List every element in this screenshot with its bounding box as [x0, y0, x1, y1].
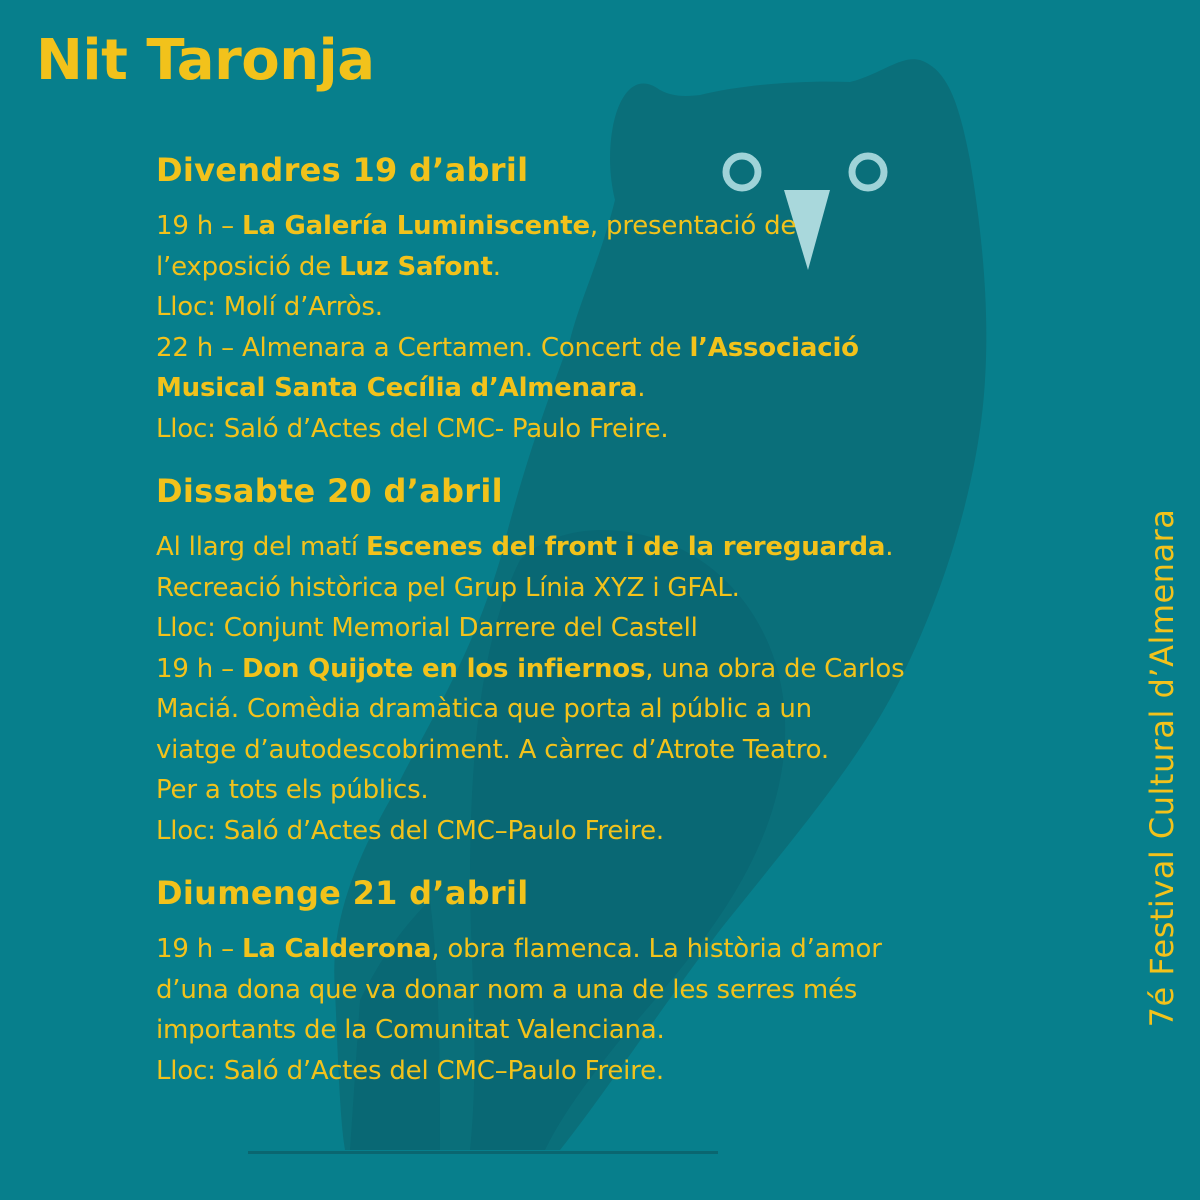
event-text: importants de la Comunitat Valenciana. [156, 1015, 665, 1045]
event-line [156, 247, 1056, 288]
day-block [156, 871, 1056, 1091]
program-list [156, 148, 1056, 1111]
page-title: Nit Taronja [36, 28, 375, 93]
event-text: Per a tots els públics. [156, 775, 429, 805]
event-line [156, 649, 1056, 690]
event-line [156, 811, 1056, 852]
event-text: Maciá. Comèdia dramàtica que porta al públic a un [156, 694, 812, 724]
event-text: Al llarg del matí [156, 532, 366, 562]
event-line [156, 287, 1056, 328]
ground-line [248, 1151, 718, 1154]
event-text: , obra flamenca. La història d’amor [431, 934, 882, 964]
event-highlight: La Galería Luminiscente [241, 211, 590, 241]
festival-label: 7é Festival Cultural d’Almenara [1143, 508, 1181, 1028]
event-line [156, 689, 1056, 730]
event-text: d’una dona que va donar nom a una de les serres més [156, 974, 858, 1005]
event-highlight: l’Associació [689, 332, 859, 363]
event-highlight: Escenes del front i de la rereguarda [366, 532, 886, 562]
event-text: Lloc: Saló d’Actes del CMC- Paulo Freire. [156, 413, 669, 444]
event-text: viatge d’autodescobriment. A càrrec d’Atrote Teatro. [156, 734, 829, 765]
event-text: 19 h – [156, 653, 242, 684]
day-block [156, 469, 1056, 851]
day-heading: Divendres 19 d’abril [156, 151, 529, 189]
event-highlight: La Calderona [241, 934, 432, 964]
event-text: , presentació de [589, 211, 797, 241]
event-line [156, 206, 1056, 247]
event-lines [156, 206, 1056, 449]
event-text: Recreació històrica pel Grup Línia XYZ i GFAL. [156, 572, 740, 603]
event-line [156, 328, 1056, 369]
day-heading: Dissabte 20 d’abril [156, 472, 503, 510]
day-heading: Diumenge 21 d’abril [156, 874, 529, 912]
event-text: . [885, 532, 894, 562]
event-text: Lloc: Saló d’Actes del CMC–Paulo Freire. [156, 815, 664, 846]
event-text: 22 h – Almenara a Certamen. Concert de [156, 332, 690, 363]
event-text: Lloc: Molí d’Arròs. [156, 292, 383, 322]
event-text: . [637, 373, 646, 403]
event-lines [156, 527, 1056, 851]
event-line [156, 1010, 1056, 1051]
event-line [156, 1051, 1056, 1092]
event-text: , una obra de Carlos [645, 653, 905, 684]
event-line [156, 730, 1056, 771]
event-line [156, 568, 1056, 609]
event-highlight: Don Quijote en los infiernos [241, 653, 646, 684]
event-line [156, 608, 1056, 649]
event-text: 19 h – [156, 211, 242, 241]
event-highlight: Musical Santa Cecília d’Almenara [156, 373, 638, 403]
day-block [156, 148, 1056, 449]
event-line [156, 929, 1056, 970]
event-lines [156, 929, 1056, 1091]
event-line [156, 970, 1056, 1011]
event-line [156, 770, 1056, 811]
event-highlight: Luz Safont [339, 251, 493, 282]
event-text: l’exposició de [156, 251, 340, 282]
event-text: . [492, 251, 501, 282]
event-line [156, 409, 1056, 450]
event-text: Lloc: Saló d’Actes del CMC–Paulo Freire. [156, 1055, 664, 1086]
event-text: Lloc: Conjunt Memorial Darrere del Castell [156, 613, 698, 643]
event-text: 19 h – [156, 934, 242, 964]
event-line [156, 527, 1056, 568]
event-line [156, 368, 1056, 409]
